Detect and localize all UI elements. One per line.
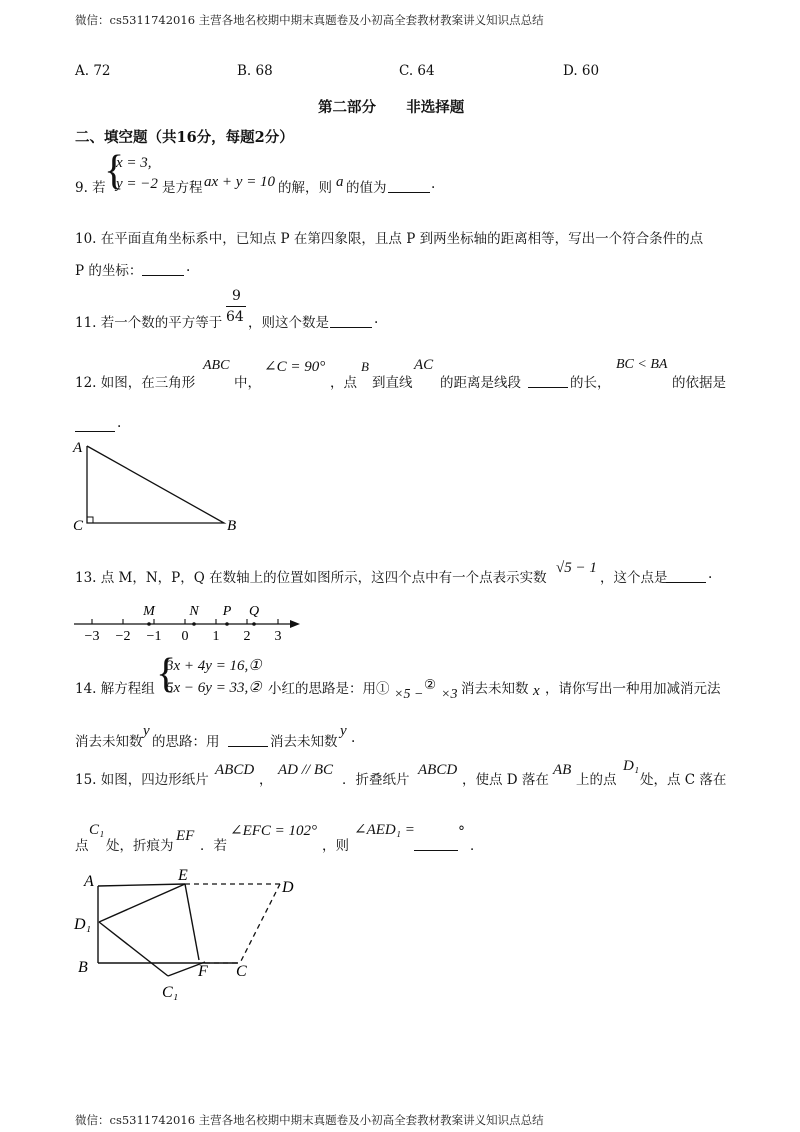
q15-c1: C₁ xyxy=(89,822,105,838)
label-a: A xyxy=(84,873,94,890)
brace-symbol: { xyxy=(156,651,177,697)
q11-pre: 11. 若一个数的平方等于 xyxy=(75,315,223,331)
folding-figure xyxy=(70,866,340,1006)
q15-d1: D₁ xyxy=(623,758,640,774)
q15-l1e: 上的点 xyxy=(576,772,617,788)
q9-mid: 是方程 xyxy=(162,180,203,196)
q11-numerator: 9 xyxy=(232,288,241,304)
q15-l2b: 处，折痕为 xyxy=(106,838,174,854)
q15-ef: EF xyxy=(176,828,195,844)
q15-aed: ∠AED₁ = xyxy=(354,822,415,838)
q15-l2a: 点 xyxy=(75,838,89,854)
q15-abcd2: ABCD xyxy=(418,762,458,778)
q15-parallel: AD // BC xyxy=(278,762,333,778)
q14-line2b: 的思路：用 xyxy=(152,734,220,750)
answer-blank[interactable] xyxy=(414,838,458,851)
point-label: N xyxy=(189,604,199,619)
point-dot xyxy=(192,622,196,626)
segment-ef xyxy=(185,884,199,960)
q14-pre: 14. 解方程组 xyxy=(75,681,155,697)
q12-t4: 到直线 xyxy=(372,375,413,391)
q9-end: . xyxy=(431,176,436,192)
q12-pre: 12. 如图，在三角形 xyxy=(75,375,196,391)
q15-l2d: ，则 xyxy=(322,838,349,854)
point-dot xyxy=(147,622,151,626)
q10-line1: 10. 在平面直角坐标系中，已知点 P 在第四象限，且点 P 到两坐标轴的距离相等，写出一个符合条件的点 xyxy=(75,231,704,247)
q15-l1d: ，使点 D 落在 xyxy=(462,772,549,788)
q14-t2: ② xyxy=(424,677,437,693)
q15-l2c: ．若 xyxy=(200,838,227,854)
q9-tail2: 的值为 xyxy=(346,180,387,196)
q15-end: ． xyxy=(470,838,484,854)
q14-y1: y xyxy=(143,723,150,739)
triangle-abc xyxy=(87,446,224,523)
q14-m1: ×5 − xyxy=(394,687,424,702)
label-c1: C₁ xyxy=(162,984,179,1001)
q14-line2a: 消去未知数 xyxy=(75,734,143,750)
page-header: 微信：cs5311742016 主营各地名校期中期末真题卷及小初高全套教材教案讲义知识点总结 xyxy=(75,13,544,27)
point-dot xyxy=(225,622,229,626)
q9-var: a xyxy=(336,174,344,190)
q10-line2: P 的坐标： xyxy=(75,263,143,279)
answer-blank[interactable] xyxy=(666,570,706,583)
answer-blank[interactable] xyxy=(75,419,115,432)
segment-ed1 xyxy=(99,884,185,922)
q9-eq2: y = −2 xyxy=(116,176,158,192)
tick-label: 0 xyxy=(181,629,189,644)
segment-d1c1 xyxy=(99,922,168,976)
q15-abcd: ABCD xyxy=(215,762,255,778)
q9-equation: ax + y = 10 xyxy=(204,174,276,190)
answer-blank[interactable] xyxy=(388,180,430,193)
number-line xyxy=(70,597,310,645)
q13-expr: √5 − 1 xyxy=(556,560,597,576)
answer-blank[interactable] xyxy=(142,263,184,276)
right-angle-mark xyxy=(87,517,93,523)
tick-label: −2 xyxy=(115,629,131,644)
page-footer: 微信：cs5311742016 主营各地名校期中期末真题卷及小初高全套教材教案讲义知识点总结 xyxy=(75,1113,544,1127)
q14-m2: ×3 xyxy=(441,687,458,702)
q10-end: . xyxy=(186,259,191,275)
label-c: C xyxy=(236,963,247,980)
q12-ineq: BC < BA xyxy=(616,357,668,372)
brace-symbol: { xyxy=(104,148,125,194)
q15-ab: AB xyxy=(553,762,572,778)
q15-l1b: ， xyxy=(259,772,273,788)
segment-ae xyxy=(98,884,185,886)
q15-degree: ° xyxy=(458,824,465,840)
dashed-dc xyxy=(240,884,280,963)
q14-eq1: 3x + 4y = 16,① xyxy=(166,658,262,674)
option-b: B. 68 xyxy=(237,63,273,79)
q11-end: . xyxy=(374,311,379,327)
q12-t5: 的距离是线段 xyxy=(440,375,521,391)
label-b: B xyxy=(227,518,237,534)
q12-abc: ABC xyxy=(203,358,230,373)
q9-tail1: 的解，则 xyxy=(278,180,332,196)
q14-eq2: 5x − 6y = 33,② xyxy=(166,680,262,696)
q14-y2: y xyxy=(340,723,347,739)
q13-pre: 13. 点 M，N，P，Q 在数轴上的位置如图所示，这四个点中有一个点表示实数 xyxy=(75,570,547,586)
q15-l1a: 15. 如图，四边形纸片 xyxy=(75,772,209,788)
q12-end: . xyxy=(117,415,122,431)
point-label: Q xyxy=(248,604,260,619)
label-d1: D₁ xyxy=(74,916,92,933)
fraction-bar xyxy=(226,306,246,307)
q14-t4: ，请你写出一种用加减消元法 xyxy=(545,681,721,697)
q12-t3: ，点 xyxy=(330,375,357,391)
q12-t6: 的长， xyxy=(570,375,611,391)
q11-denominator: 64 xyxy=(226,309,244,325)
q12-b: B xyxy=(361,359,369,374)
part-title: 第二部分 非选择题 xyxy=(318,99,465,116)
tick-label: −3 xyxy=(84,629,100,644)
option-a: A. 72 xyxy=(75,63,111,79)
triangle-figure xyxy=(70,436,250,536)
tick-label: 2 xyxy=(243,629,251,644)
label-b: B xyxy=(78,959,88,976)
q13-post: ，这个点是 xyxy=(600,570,668,586)
label-e: E xyxy=(178,867,188,884)
q12-angle: ∠C = 90° xyxy=(264,359,326,375)
answer-blank[interactable] xyxy=(228,734,268,747)
q9-eq1: x = 3, xyxy=(116,155,152,171)
section-title: 二、填空题（共16分，每题2分） xyxy=(75,129,294,146)
point-dot xyxy=(252,622,256,626)
q12-t2: 中， xyxy=(234,375,261,391)
option-c: C. 64 xyxy=(399,63,435,79)
q14-t1: 小红的思路是：用① xyxy=(268,681,390,697)
tick-label: 3 xyxy=(274,629,282,644)
q15-efc: ∠EFC = 102° xyxy=(230,823,318,839)
point-label: P xyxy=(222,604,232,619)
q14-t3: 消去未知数 xyxy=(461,681,529,697)
q9-number: 9. 若 xyxy=(75,180,106,196)
label-d: D xyxy=(282,879,294,896)
answer-blank[interactable] xyxy=(330,315,372,328)
tick-label: 1 xyxy=(212,629,220,644)
q15-l1f: 处，点 C 落在 xyxy=(640,772,727,788)
q11-post: ，则这个数是 xyxy=(248,315,329,331)
q12-t7: 的依据是 xyxy=(672,375,726,391)
q14-end: . xyxy=(351,730,356,746)
q12-ac: AC xyxy=(414,357,434,373)
label-c: C xyxy=(73,518,84,534)
label-f: F xyxy=(198,963,208,980)
q14-x: x xyxy=(533,683,540,699)
q14-line2c: 消去未知数 xyxy=(270,734,338,750)
q13-end: . xyxy=(708,566,713,582)
tick-label: −1 xyxy=(146,629,162,644)
q15-l1c: ．折叠纸片 xyxy=(342,772,410,788)
option-d: D. 60 xyxy=(563,63,600,79)
point-label: M xyxy=(143,604,155,619)
label-a: A xyxy=(73,440,83,456)
axis-arrow xyxy=(290,620,300,628)
answer-blank[interactable] xyxy=(528,375,568,388)
